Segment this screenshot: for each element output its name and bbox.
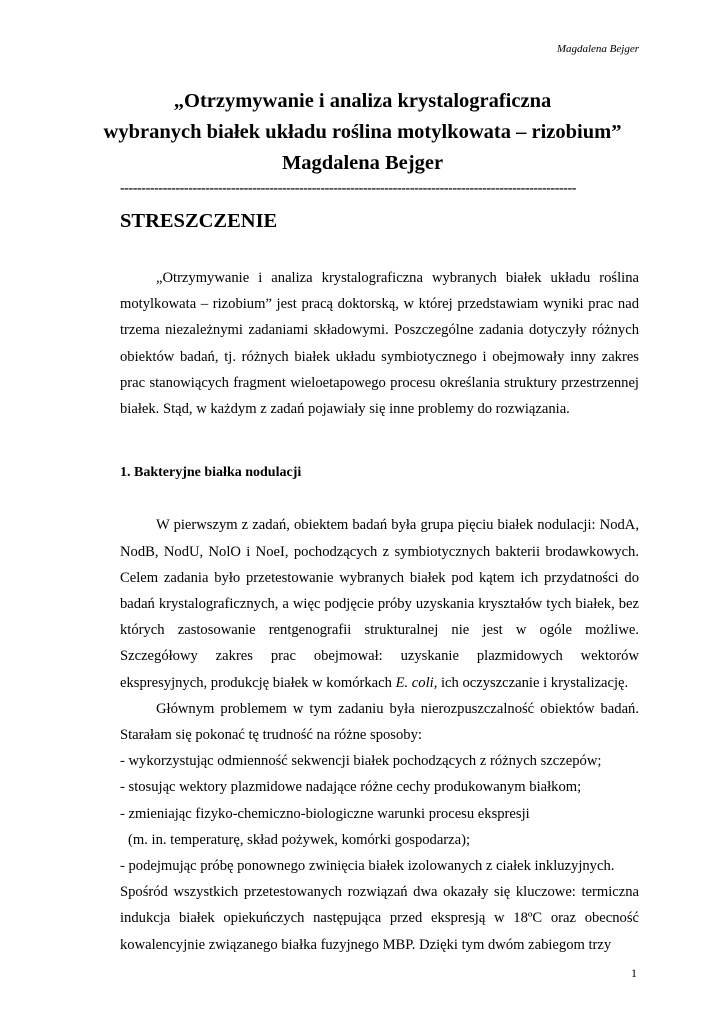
abstract-body [120, 265, 639, 958]
paragraph-nodulation-text-b: , ich oczyszczanie i krystalizację. [433, 674, 629, 691]
title-line-1: „Otrzymywanie i analiza krystalograficzna [173, 90, 552, 112]
title-author: Magdalena Bejger [281, 152, 444, 174]
list-item: (m. in. temperaturę, skład pożywek, komórki gospodarza); [128, 831, 471, 848]
paragraph-solution: Spośród wszystkich przetestowanych rozwiązań dwa okazały się kluczowe: termiczna indukcja białek opiekuńczych następująca przed ekspresją w 18ºC oraz obecność kowalencyjnie związanego białka fuzyjnego MBP. Dzięki tym dwóm zabiegom trzy [120, 884, 639, 953]
list-item: - zmieniając fizyko-chemiczno-biologiczne warunki procesu ekspresji [120, 805, 530, 822]
dashed-divider: ----------------------------------------------------------------------------------------------------------- [120, 181, 577, 196]
page-number: 1 [631, 966, 637, 980]
paragraph-problem: Głównym problemem w tym zadaniu była nierozpuszczalność obiektów badań. Starałam się pokonać tę trudność na różne sposoby: [120, 700, 639, 744]
list-item: - wykorzystując odmienność sekwencji białek pochodzących z różnych szczepów; [120, 753, 602, 770]
list-item: - stosując wektory plazmidowe nadające różne cechy produkowanym białkom; [120, 779, 582, 796]
list-item: - podejmując próbę ponownego zwinięcia białek izolowanych z ciałek inkluzyjnych. [120, 858, 615, 875]
subsection-heading: 1. Bakteryjne białka nodulacji [120, 465, 302, 481]
paragraph-nodulation-text-a: W pierwszym z zadań, obiektem badań była grupa pięciu białek nodulacji: NodA, NodB, NodU, NolO i NoeI, pochodzących z symbiotycznych bakterii brodawkowych. Celem zadania było przetestowanie wybranych białek pod kątem ich przydatności do badań krystalograficznych, a więc podjęcie próby uzyskania kryształów tych białek, bez których zastosowanie rentgenografii strukturalnej nie jest w ogóle możliwe. Szczegółowy zakres prac obejmował: uzyskanie plazmidowych wektorów ekspresyjnych, produkcję białek w komórkach [120, 517, 639, 691]
intro-paragraph: „Otrzymywanie i analiza krystalograficzna wybranych białek układu roślina motylkowata – rizobium” jest pracą doktorską, w której przedstawiam wyniki prac nad trzema niezależnymi zadaniami składowymi. Poszczególne zadania dotyczyły różnych obiektów badań, tj. różnych białek układu symbiotycznego i obejmowały inny zakres prac stanowiących fragment wieloetapowego procesu określania struktury przestrzennej białek. Stąd, w każdym z zadań pojawiały się inne problemy do rozwiązania. [120, 270, 639, 418]
document-title [0, 86, 725, 179]
species-name: E. coli [395, 674, 434, 691]
running-head-author: Magdalena Bejger [556, 43, 639, 55]
section-title: STRESZCZENIE [120, 210, 278, 232]
title-line-2: wybranych białek układu roślina motylkowata – rizobium” [103, 121, 622, 143]
paragraph-nodulation [120, 512, 639, 695]
